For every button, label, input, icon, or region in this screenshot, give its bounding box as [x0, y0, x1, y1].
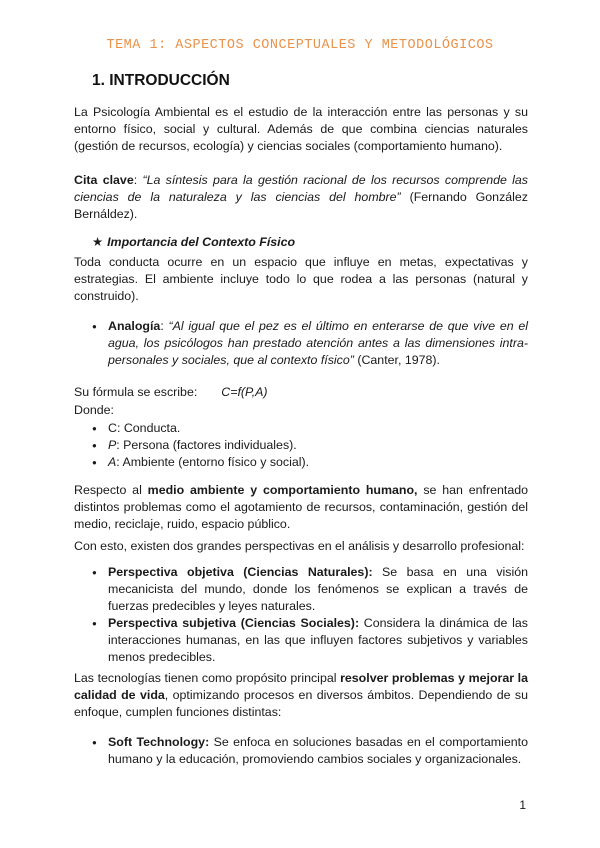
list-item: [92, 564, 528, 615]
variable-desc: : Conducta.: [116, 421, 181, 435]
formula-variables-list: [92, 420, 528, 471]
subheading-text: Importancia del Contexto Físico: [107, 235, 296, 249]
list-item: [92, 615, 528, 666]
technology-text: Se enfoca en soluciones basadas en el comportamiento humano y la educación, promoviendo cambios sociales y organizacionales.: [108, 735, 529, 766]
environment-post: se han enfrentado distintos problemas como el agotamiento de recursos, contaminación, gestión del medio, reciclaje, ruido, espacio público.: [74, 483, 528, 531]
perspectives-list: [92, 564, 528, 666]
list-item: [92, 437, 528, 454]
formula-expression: C=f(P,A): [221, 385, 268, 399]
variable-desc: : Persona (factores individuales).: [116, 438, 297, 452]
technologies-pre: Las tecnologías tienen como propósito principal: [74, 671, 341, 685]
technologies-bold: resolver problemas y mejorar la calidad de vida: [74, 671, 528, 702]
perspective-text: Se basa en una visión mecanicista del mundo, donde los fenómenos se explican a través de fuerzas predecibles y leyes naturales.: [108, 565, 528, 613]
subheading-physical-context: [92, 234, 295, 249]
variable-symbol: P: [108, 438, 117, 452]
variable-symbol: C: [108, 421, 117, 435]
quote-author: (Fernando González Bernáldez).: [74, 190, 528, 221]
perspective-text: Considera la dinámica de las interacciones humanas, en las que influyen factores subjetivos y variables menos predecibles.: [108, 616, 528, 664]
analogy-cite: (Canter, 1978).: [353, 353, 440, 367]
technologies-list: [92, 734, 528, 768]
list-item: [92, 734, 528, 768]
formula-line: [74, 384, 528, 401]
technologies-post: , optimizando procesos en diversos ámbitos. Dependiendo de su enfoque, cumplen funciones distintas:: [74, 688, 528, 719]
variable-desc: : Ambiente (entorno físico y social).: [116, 455, 310, 469]
context-paragraph: Toda conducta ocurre en un espacio que influye en metas, expectativas y estrategias. El ambiente incluye todo lo que rodea a las personas (natural y construido).: [74, 255, 528, 303]
variable-symbol: A: [108, 455, 117, 469]
star-icon: ★: [92, 235, 104, 249]
environment-bold: medio ambiente y comportamiento humano,: [147, 483, 418, 497]
analogy-list: [92, 318, 528, 369]
perspectives-intro: Con esto, existen dos grandes perspectivas en el análisis y desarrollo profesional:: [74, 539, 525, 553]
page-number: 1: [519, 798, 526, 812]
perspective-label: Perspectiva subjetiva (Ciencias Sociales):: [108, 616, 360, 630]
technology-label: Soft Technology:: [108, 735, 210, 749]
quote-text: “La síntesis para la gestión racional de los recursos comprende las ciencias de la naturaleza y las ciencias del hombre”: [74, 173, 529, 204]
analogy-label: Analogía: [108, 319, 161, 333]
environment-pre: Respecto al: [74, 483, 148, 497]
technologies-paragraph: [74, 670, 528, 721]
quote-separator: :: [133, 173, 143, 187]
list-item: [92, 420, 528, 437]
list-item: [92, 454, 528, 471]
analogy-quote: “Al igual que el pez es el último en enterarse de que vive en el agua, los psicólogos han prestado atención antes a las dimensiones intra-personales y sociales, que al contexto físico”: [108, 319, 529, 367]
environment-paragraph: [74, 482, 528, 533]
formula-donde: Donde:: [74, 403, 114, 417]
key-quote: [74, 172, 528, 223]
quote-label: Cita clave: [74, 173, 134, 187]
analogy-item: [92, 318, 528, 369]
formula-intro: Su fórmula se escribe:: [74, 385, 198, 399]
perspective-label: Perspectiva objetiva (Ciencias Naturales):: [108, 565, 373, 579]
section-title: 1. INTRODUCCIÓN: [92, 72, 230, 89]
analogy-separator: :: [160, 319, 169, 333]
topic-title: TEMA 1: ASPECTOS CONCEPTUALES Y METODOLÓGICOS: [106, 38, 494, 53]
intro-paragraph: La Psicología Ambiental es el estudio de la interacción entre las personas y su entorno físico, social y cultural. Además de que combina ciencias naturales (gestión de recursos, ecología) y ciencias sociales (comportamiento humano).: [74, 105, 528, 153]
